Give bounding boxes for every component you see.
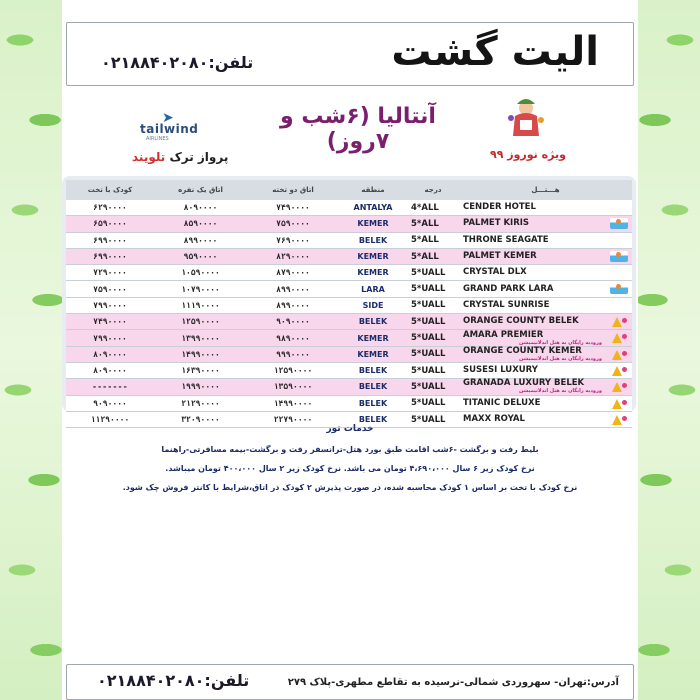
cell-child-price: ۱۱۲۹۰۰۰۰ (66, 411, 154, 427)
price-table (62, 176, 636, 425)
cell-double-price: ۷۶۹۰۰۰۰ (247, 232, 339, 248)
cell-child-price: ۷۲۹۰۰۰۰ (66, 265, 154, 281)
hotel-name: THRONE SEAGATE (463, 234, 549, 245)
airline-logo (140, 110, 204, 142)
cell-child-price: ۶۵۹۰۰۰۰ (66, 216, 154, 232)
cell-region: BELEK (339, 232, 407, 248)
cell-hotel (459, 265, 632, 281)
header-bar (66, 22, 634, 86)
header-phone[interactable]: تلفن:۰۲۱۸۸۴۰۲۰۸۰ (101, 53, 254, 72)
cell-hotel (459, 362, 632, 378)
hotel-name: CRYSTAL SUNRISE (463, 299, 550, 310)
cell-grade: 5*UALL (407, 330, 459, 346)
footer-address: آدرس:تهران- سهروردی شمالی-نرسیده به تقاطع مطهری-پلاک ۲۷۹ (287, 677, 619, 688)
col-header-single: اتاق یک نفره (154, 180, 247, 200)
hotel-note: ورودیه رایگان به هتل اندلانیمیشن (518, 388, 602, 395)
cell-single-price: ۸۹۹۰۰۰۰ (154, 232, 247, 248)
table-row (66, 200, 632, 216)
cell-region: KEMER (339, 265, 407, 281)
cell-hotel (459, 200, 632, 216)
cell-child-price: ۶۹۹۰۰۰۰ (66, 248, 154, 264)
flight-info (132, 150, 228, 164)
cell-grade: 5*UALL (407, 265, 459, 281)
table-row (66, 297, 632, 313)
party-icon (610, 398, 628, 409)
cell-grade: 5*UALL (407, 411, 459, 427)
cell-region: KEMER (339, 216, 407, 232)
col-header-hotel: هـــتـــل (459, 180, 632, 200)
hotel-name: PALMET KEMER (463, 251, 537, 262)
cell-double-price: ۲۲۷۹۰۰۰۰ (247, 411, 339, 427)
cell-single-price: ۹۵۹۰۰۰۰ (154, 248, 247, 264)
cell-child-price: ۷۹۹۰۰۰۰ (66, 330, 154, 346)
cell-hotel (459, 232, 632, 248)
cell-double-price: ۸۹۹۰۰۰۰ (247, 281, 339, 297)
cell-hotel (459, 297, 632, 313)
cell-double-price: ۱۴۹۹۰۰۰۰ (247, 395, 339, 411)
cell-hotel (459, 346, 632, 362)
airline-logo-sub: AIRLINES (146, 136, 169, 142)
table-row (66, 265, 632, 281)
cell-double-price: ۱۲۵۹۰۰۰۰ (247, 362, 339, 378)
cell-single-price: ۱۴۹۹۰۰۰۰ (154, 346, 247, 362)
cell-region: KEMER (339, 330, 407, 346)
col-header-double: اتاق دو تخته (247, 180, 339, 200)
table-row (66, 346, 632, 362)
cell-grade: 5*ALL (407, 232, 459, 248)
cell-hotel (459, 314, 632, 330)
leaf-border-left (0, 0, 70, 700)
cell-single-price: ۲۱۲۹۰۰۰۰ (154, 395, 247, 411)
cell-grade: 5*UALL (407, 395, 459, 411)
party-icon (610, 381, 628, 392)
airline-name: تلویند (132, 150, 166, 164)
cell-double-price: ۹۹۹۰۰۰۰ (247, 346, 339, 362)
cell-single-price: ۱۳۹۹۰۰۰۰ (154, 330, 247, 346)
cell-hotel (459, 395, 632, 411)
cell-grade: 5*UALL (407, 281, 459, 297)
col-header-child: کودک با تخت (66, 180, 154, 200)
cell-child-price: ۸۰۹۰۰۰۰ (66, 346, 154, 362)
hotel-name: MAXX ROYAL (463, 414, 525, 424)
airline-logo-name: tailwind (140, 122, 199, 136)
cell-region: LARA (339, 281, 407, 297)
cell-region: BELEK (339, 395, 407, 411)
cell-grade: 5*UALL (407, 297, 459, 313)
cell-child-price: ۷۵۹۰۰۰۰ (66, 281, 154, 297)
cell-single-price: ۱۰۷۹۰۰۰۰ (154, 281, 247, 297)
cell-grade: 5*UALL (407, 346, 459, 362)
table-row (66, 248, 632, 264)
cell-child-price: ۹۰۹۰۰۰۰ (66, 395, 154, 411)
services-line: نرخ کودک با تخت بر اساس ۱ کودک محاسبه شده، در صورت پذیرش ۲ کودک در اتاق،شرایط با کانتر فروش چک شود. (122, 483, 578, 492)
cell-double-price: ۱۳۵۹۰۰۰۰ (247, 379, 339, 395)
flight-label: پرواز ترک (169, 150, 229, 164)
cell-region: BELEK (339, 314, 407, 330)
footer-phone[interactable]: تلفن:۰۲۱۸۸۴۰۲۰۸۰ (97, 671, 250, 690)
cell-double-price: ۸۹۹۰۰۰۰ (247, 297, 339, 313)
cell-child-price: ۶۲۹۰۰۰۰ (66, 200, 154, 216)
table-header-row (66, 180, 632, 200)
table-row (66, 362, 632, 378)
cell-double-price: ۸۲۹۰۰۰۰ (247, 248, 339, 264)
party-icon (610, 349, 628, 360)
hotel-note: ورودیه رایگان به هتل اندلانیمیشن (518, 339, 602, 346)
cell-single-price: ۱۹۹۹۰۰۰۰ (154, 379, 247, 395)
table-row (66, 330, 632, 346)
cell-double-price: ۷۴۹۰۰۰۰ (247, 200, 339, 216)
services-line: بلیط رفت و برگشت -۶شب اقامت طبق بورد هتل-ترانسفر رفت و برگشت-بیمه مسافرتی-راهنما (161, 445, 539, 454)
cell-region: SIDE (339, 297, 407, 313)
services-line: نرخ کودک زیر ۶ سال ۴،۶۹۰،۰۰۰ تومان می باشد. نرخ کودک زیر ۲ سال ۴۰۰،۰۰۰ تومان میباشد. (165, 464, 535, 473)
cell-double-price: ۹۰۹۰۰۰۰ (247, 314, 339, 330)
cell-child-price: ۶۹۹۰۰۰۰ (66, 232, 154, 248)
col-header-grade: درجه (407, 180, 459, 200)
hotel-name: GRANADA LUXURY BELEK (463, 378, 585, 389)
nowruz-special-label: ویژه نوروز ۹۹ (490, 148, 566, 161)
cell-double-price: ۹۸۹۰۰۰۰ (247, 330, 339, 346)
table-row (66, 232, 632, 248)
cell-hotel (459, 216, 632, 232)
hotel-name: AMARA PREMIER (463, 329, 544, 340)
pool-icon (610, 218, 628, 229)
services-heading: خدمات تور (326, 424, 374, 434)
footer-bar (66, 664, 634, 700)
party-icon (610, 365, 628, 376)
cell-region: ANTALYA (339, 200, 407, 216)
hotel-name: ORANGE COUNTY KEMER (463, 345, 582, 356)
cell-grade: 5*ALL (407, 216, 459, 232)
cell-single-price: ۱۱۱۹۰۰۰۰ (154, 297, 247, 313)
hotel-name: PALMET KIRIS (463, 218, 530, 229)
table-row (66, 281, 632, 297)
hotel-note: ورودیه رایگان به هتل اندلانیمیشن (518, 355, 602, 362)
cell-region: BELEK (339, 379, 407, 395)
cell-region: BELEK (339, 362, 407, 378)
hotel-name: GRAND PARK LARA (463, 283, 554, 294)
cell-single-price: ۸۵۹۰۰۰۰ (154, 216, 247, 232)
cell-single-price: ۸۰۹۰۰۰۰ (154, 200, 247, 216)
cell-hotel (459, 248, 632, 264)
cell-grade: 5*UALL (407, 362, 459, 378)
cell-single-price: ۱۶۳۹۰۰۰۰ (154, 362, 247, 378)
wing-icon: ➤ (162, 110, 174, 126)
cell-region: BELEK (339, 411, 407, 427)
cell-grade: 5*ALL (407, 248, 459, 264)
hotel-name: TITANIC DELUXE (463, 397, 541, 408)
hotel-name: SUSESI LUXURY (463, 365, 538, 376)
cell-child-price: ۸۰۹۰۰۰۰ (66, 362, 154, 378)
table-row (66, 216, 632, 232)
cell-region: KEMER (339, 248, 407, 264)
hotel-name: ORANGE COUNTY BELEK (463, 316, 579, 327)
cell-grade: 4*ALL (407, 200, 459, 216)
cell-grade: 5*UALL (407, 314, 459, 330)
brand-title: الیت گشت (391, 29, 599, 75)
hotel-name: CRYSTAL DLX (463, 267, 527, 278)
leaf-border-right (630, 0, 700, 700)
tour-services (70, 424, 630, 497)
cell-child-price: ------- (66, 379, 154, 395)
cell-single-price: ۱۰۵۹۰۰۰۰ (154, 265, 247, 281)
hotel-name: CENDER HOTEL (463, 202, 536, 213)
table-row (66, 314, 632, 330)
cell-grade: 5*UALL (407, 379, 459, 395)
party-icon (610, 316, 628, 327)
col-header-region: منطقه (339, 180, 407, 200)
pool-icon (610, 251, 628, 262)
cell-hotel (459, 330, 632, 346)
cell-hotel (459, 379, 632, 395)
cell-hotel (459, 281, 632, 297)
pool-icon (610, 283, 628, 294)
cell-double-price: ۸۷۹۰۰۰۰ (247, 265, 339, 281)
table-row (66, 395, 632, 411)
mascot-icon (505, 96, 547, 140)
cell-child-price: ۷۴۹۰۰۰۰ (66, 314, 154, 330)
table-row (66, 379, 632, 395)
tour-title: آنتالیا (۶شب و ۷روز) (280, 104, 436, 154)
cell-double-price: ۷۵۹۰۰۰۰ (247, 216, 339, 232)
cell-single-price: ۳۲۰۹۰۰۰۰ (154, 411, 247, 427)
party-icon (610, 332, 628, 343)
cell-region: KEMER (339, 346, 407, 362)
cell-child-price: ۷۹۹۰۰۰۰ (66, 297, 154, 313)
cell-single-price: ۱۲۵۹۰۰۰۰ (154, 314, 247, 330)
